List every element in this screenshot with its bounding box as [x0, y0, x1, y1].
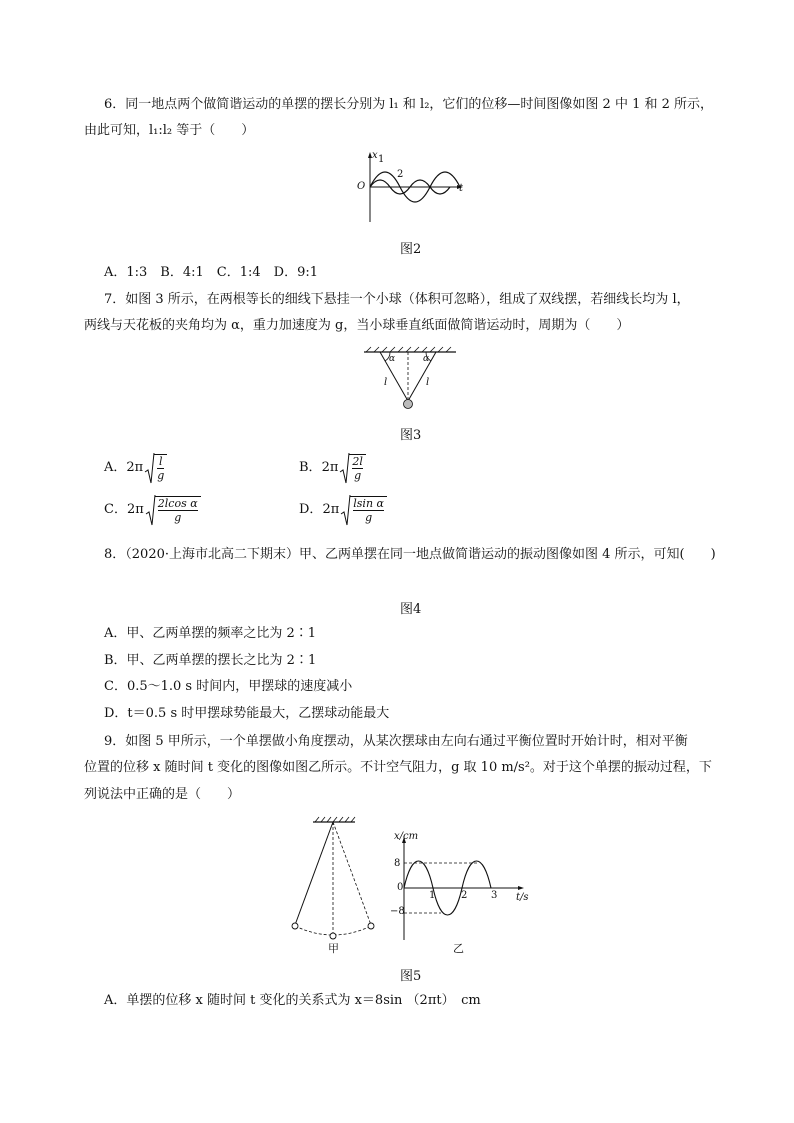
- q7-option-a: A． 2π $\frac{l}{g}$: [104, 452, 167, 484]
- fig3-l-right: l: [426, 377, 430, 388]
- fig5-tick-2: 2: [461, 890, 468, 901]
- q8-option-b: B．甲、乙两单摆的摆长之比为 2∶1: [104, 653, 317, 668]
- q9-line2: 位置的位移 x 随时间 t 变化的图像如图乙所示。不计空气阻力，g 取 10 m/s²。对于这个单摆的振动过程，下: [84, 760, 712, 775]
- fig2-x-label: x: [372, 150, 378, 161]
- q9-line1: 9．如图 5 甲所示，一个单摆做小角度摆动，从某次摆球由左向右通过平衡位置时开始计时，相对平衡: [104, 734, 688, 749]
- q7-option-b: B． 2π $\frac{2l}{g}$: [299, 452, 366, 484]
- fig3-caption: 图3: [400, 428, 422, 443]
- q7-line1: 7．如图 3 所示，在两根等长的细线下悬挂一个小球（体积可忽略），组成了双线摆，若细线长均为 l，: [104, 292, 690, 307]
- q6-line1: 6．同一地点两个做简谐运动的单摆的摆长分别为 l₁ 和 l₂，它们的位移—时间图像如图 2 中 1 和 2 所示，: [104, 97, 714, 112]
- fig5-caption: 图5: [400, 969, 422, 984]
- q6-line2: 由此可知，l₁:l₂ 等于（ ）: [84, 123, 255, 138]
- figure-2: [355, 150, 475, 225]
- q6-options: A．1:3 B．4:1 C．1:4 D．9:1: [104, 265, 318, 280]
- fig3-alpha-left: α: [389, 354, 396, 364]
- q7-option-d: D． 2π $\frac{\text{lsin α}}{g}$: [299, 494, 387, 526]
- fig2-curve2-label: 2: [397, 169, 404, 180]
- q8-line1: 8．（2020·上海市北高二下期末）甲、乙两单摆在同一地点做简谐运动的振动图像如图 4 所示，可知( ): [104, 547, 716, 562]
- fig5-x-axis-label: x/cm: [394, 831, 419, 842]
- figure-5-pendulum: [285, 812, 385, 942]
- fig4-caption: 图4: [400, 602, 422, 617]
- fig5-yi-label: 乙: [453, 942, 464, 955]
- q8-option-c: C．0.5～1.0 s 时间内，甲摆球的速度减小: [104, 679, 353, 694]
- q9-option-a: A．单摆的位移 x 随时间 t 变化的关系式为 x＝8sin （2πt） cm: [104, 993, 481, 1008]
- fig5-t-axis-label: t/s: [516, 892, 529, 903]
- fig5-tick-0: 0: [397, 882, 404, 893]
- fig5-jia-label: 甲: [328, 942, 339, 955]
- fig5-tick-3: 3: [491, 890, 498, 901]
- fig2-curve1-label: 1: [378, 154, 385, 165]
- fig3-l-left: l: [384, 377, 388, 388]
- fig2-caption: 图2: [400, 242, 422, 257]
- q7-line2: 两线与天花板的夹角均为 α，重力加速度为 g，当小球垂直纸面做简谐运动时，周期为（ ）: [84, 318, 630, 333]
- fig2-origin-label: O: [357, 181, 366, 192]
- q9-line3: 列说法中正确的是（ ）: [84, 787, 241, 802]
- fig5-tick-neg8: −8: [390, 906, 405, 917]
- fig2-t-label: t: [459, 183, 464, 194]
- fig5-tick-1: 1: [429, 890, 436, 901]
- q8-option-d: D．t＝0.5 s 时甲摆球势能最大，乙摆球动能最大: [104, 706, 390, 721]
- fig5-tick-8: 8: [394, 858, 401, 869]
- figure-3: [360, 343, 460, 413]
- q8-option-a: A．甲、乙两单摆的频率之比为 2∶1: [104, 626, 317, 641]
- fig3-alpha-right: α: [423, 354, 430, 364]
- q7-option-c: C． 2π $\frac{\text{2lcos α}}{g}$: [104, 494, 201, 526]
